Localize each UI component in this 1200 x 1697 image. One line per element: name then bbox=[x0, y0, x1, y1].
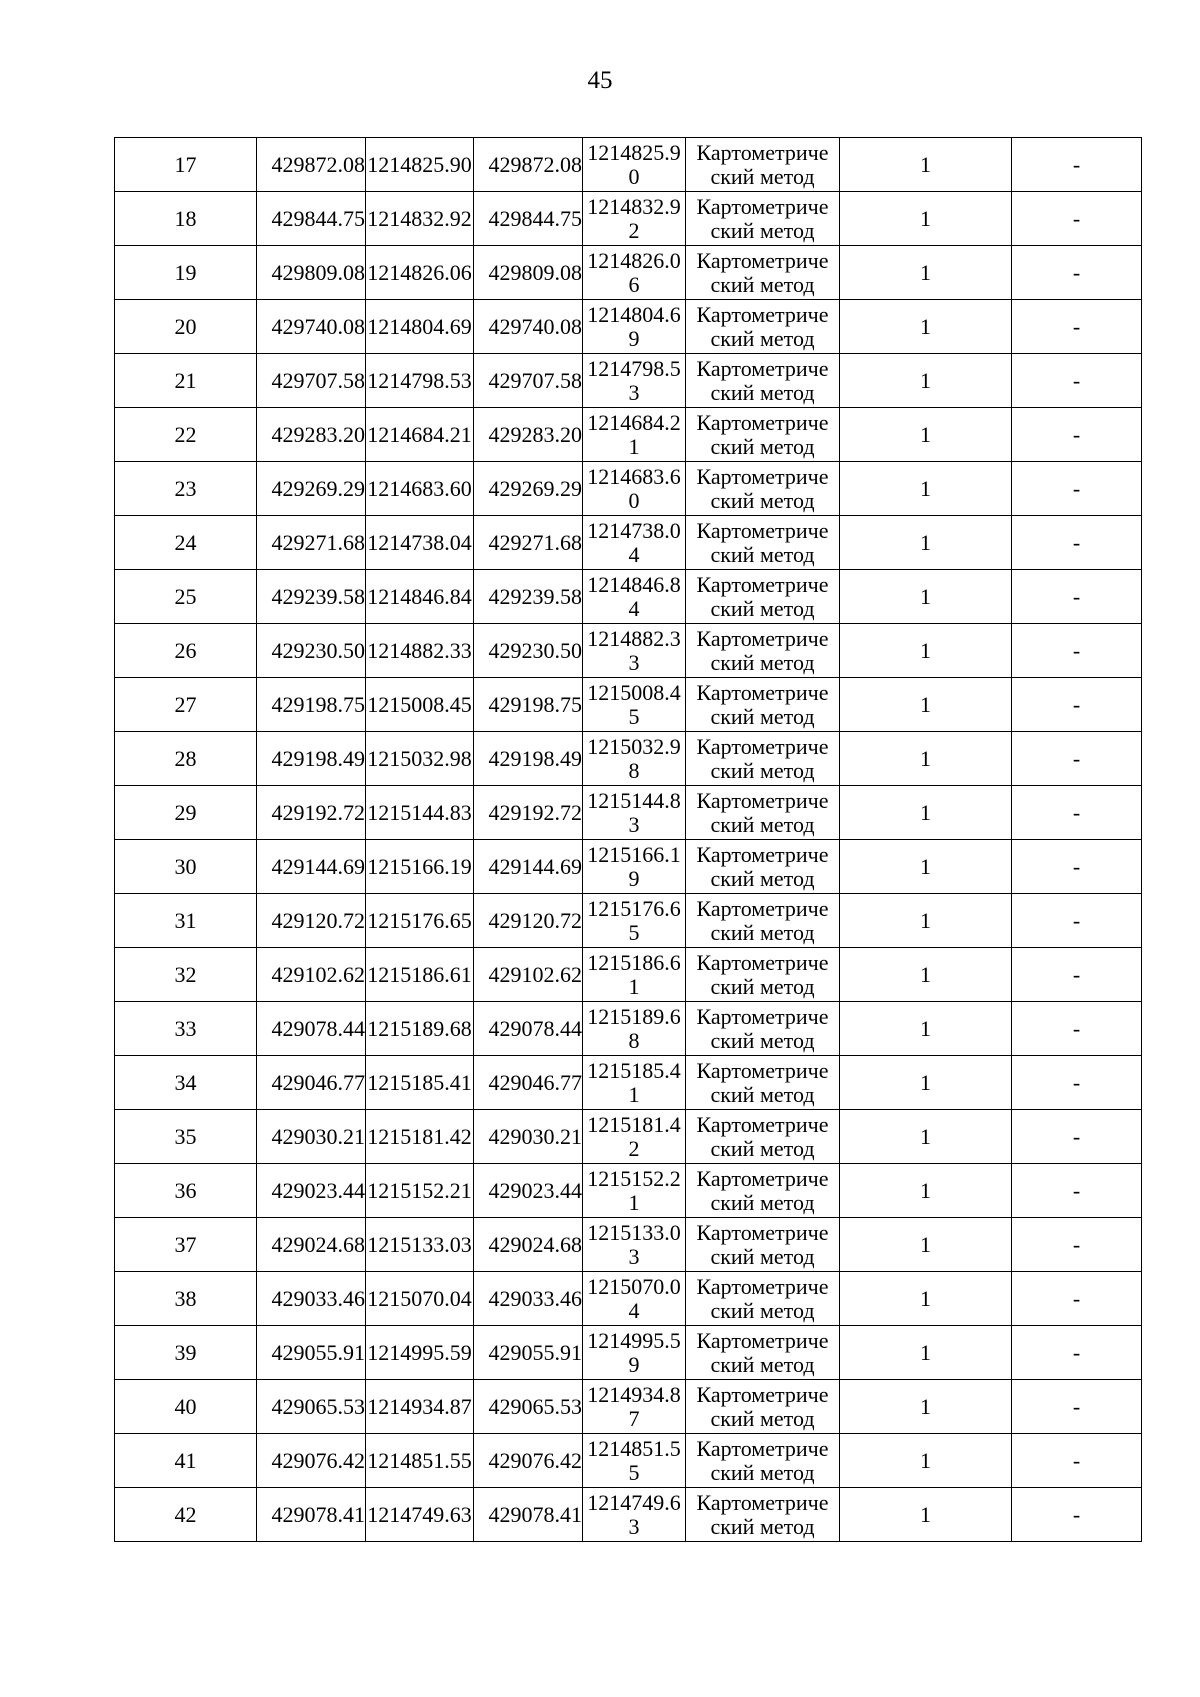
y-coordinate-cell: 1214851.55 bbox=[366, 1434, 474, 1488]
y-coordinate-cell: 1215152.21 bbox=[366, 1164, 474, 1218]
description-cell: - bbox=[1012, 408, 1142, 462]
point-number-cell: 28 bbox=[115, 732, 257, 786]
y-coordinate-cell: 1215186.61 bbox=[366, 948, 474, 1002]
description-cell: - bbox=[1012, 354, 1142, 408]
point-number-cell: 24 bbox=[115, 516, 257, 570]
x-coordinate-refined-cell: 429198.49 bbox=[474, 732, 583, 786]
y-coordinate-refined-cell: 1214934.87 bbox=[583, 1380, 686, 1434]
description-cell: - bbox=[1012, 246, 1142, 300]
method-cell: Картометриче ский метод bbox=[686, 138, 840, 192]
x-coordinate-refined-cell: 429198.75 bbox=[474, 678, 583, 732]
x-coordinate-cell: 429844.75 bbox=[257, 192, 366, 246]
description-cell: - bbox=[1012, 624, 1142, 678]
method-cell: Картометриче ский метод bbox=[686, 1272, 840, 1326]
method-cell: Картометриче ский метод bbox=[686, 840, 840, 894]
x-coordinate-cell: 429120.72 bbox=[257, 894, 366, 948]
x-coordinate-cell: 429144.69 bbox=[257, 840, 366, 894]
table-row bbox=[115, 354, 1142, 408]
accuracy-cell: 1 bbox=[840, 354, 1012, 408]
y-coordinate-cell: 1214995.59 bbox=[366, 1326, 474, 1380]
y-coordinate-refined-cell: 1215176.65 bbox=[583, 894, 686, 948]
accuracy-cell: 1 bbox=[840, 732, 1012, 786]
y-coordinate-refined-cell: 1215186.61 bbox=[583, 948, 686, 1002]
x-coordinate-cell: 429023.44 bbox=[257, 1164, 366, 1218]
y-coordinate-refined-cell: 1215032.98 bbox=[583, 732, 686, 786]
x-coordinate-cell: 429065.53 bbox=[257, 1380, 366, 1434]
x-coordinate-refined-cell: 429024.68 bbox=[474, 1218, 583, 1272]
y-coordinate-cell: 1214846.84 bbox=[366, 570, 474, 624]
table-row bbox=[115, 948, 1142, 1002]
method-cell: Картометриче ский метод bbox=[686, 1488, 840, 1542]
x-coordinate-refined-cell: 429271.68 bbox=[474, 516, 583, 570]
x-coordinate-cell: 429078.41 bbox=[257, 1488, 366, 1542]
y-coordinate-cell: 1214826.06 bbox=[366, 246, 474, 300]
description-cell: - bbox=[1012, 948, 1142, 1002]
y-coordinate-cell: 1214798.53 bbox=[366, 354, 474, 408]
table-row bbox=[115, 1002, 1142, 1056]
y-coordinate-refined-cell: 1215166.19 bbox=[583, 840, 686, 894]
description-cell: - bbox=[1012, 570, 1142, 624]
method-cell: Картометриче ский метод bbox=[686, 354, 840, 408]
table-row bbox=[115, 570, 1142, 624]
description-cell: - bbox=[1012, 192, 1142, 246]
description-cell: - bbox=[1012, 1380, 1142, 1434]
table-row bbox=[115, 678, 1142, 732]
description-cell: - bbox=[1012, 138, 1142, 192]
x-coordinate-refined-cell: 429269.29 bbox=[474, 462, 583, 516]
table-row bbox=[115, 1218, 1142, 1272]
x-coordinate-refined-cell: 429078.44 bbox=[474, 1002, 583, 1056]
point-number-cell: 20 bbox=[115, 300, 257, 354]
accuracy-cell: 1 bbox=[840, 1434, 1012, 1488]
y-coordinate-cell: 1215008.45 bbox=[366, 678, 474, 732]
y-coordinate-cell: 1214882.33 bbox=[366, 624, 474, 678]
method-cell: Картометриче ский метод bbox=[686, 732, 840, 786]
x-coordinate-refined-cell: 429023.44 bbox=[474, 1164, 583, 1218]
accuracy-cell: 1 bbox=[840, 948, 1012, 1002]
y-coordinate-cell: 1215166.19 bbox=[366, 840, 474, 894]
x-coordinate-refined-cell: 429033.46 bbox=[474, 1272, 583, 1326]
description-cell: - bbox=[1012, 1056, 1142, 1110]
description-cell: - bbox=[1012, 300, 1142, 354]
y-coordinate-refined-cell: 1215008.45 bbox=[583, 678, 686, 732]
description-cell: - bbox=[1012, 462, 1142, 516]
x-coordinate-refined-cell: 429239.58 bbox=[474, 570, 583, 624]
accuracy-cell: 1 bbox=[840, 1110, 1012, 1164]
point-number-cell: 42 bbox=[115, 1488, 257, 1542]
method-cell: Картометриче ский метод bbox=[686, 192, 840, 246]
y-coordinate-refined-cell: 1215152.21 bbox=[583, 1164, 686, 1218]
y-coordinate-cell: 1214683.60 bbox=[366, 462, 474, 516]
accuracy-cell: 1 bbox=[840, 678, 1012, 732]
accuracy-cell: 1 bbox=[840, 192, 1012, 246]
x-coordinate-cell: 429740.08 bbox=[257, 300, 366, 354]
y-coordinate-cell: 1214832.92 bbox=[366, 192, 474, 246]
description-cell: - bbox=[1012, 1002, 1142, 1056]
x-coordinate-refined-cell: 429872.08 bbox=[474, 138, 583, 192]
table-row bbox=[115, 462, 1142, 516]
description-cell: - bbox=[1012, 840, 1142, 894]
method-cell: Картометриче ский метод bbox=[686, 462, 840, 516]
x-coordinate-refined-cell: 429120.72 bbox=[474, 894, 583, 948]
y-coordinate-cell: 1215189.68 bbox=[366, 1002, 474, 1056]
x-coordinate-cell: 429046.77 bbox=[257, 1056, 366, 1110]
description-cell: - bbox=[1012, 1488, 1142, 1542]
method-cell: Картометриче ский метод bbox=[686, 678, 840, 732]
y-coordinate-cell: 1214738.04 bbox=[366, 516, 474, 570]
table-row bbox=[115, 246, 1142, 300]
x-coordinate-cell: 429198.49 bbox=[257, 732, 366, 786]
y-coordinate-refined-cell: 1215189.68 bbox=[583, 1002, 686, 1056]
y-coordinate-refined-cell: 1214832.92 bbox=[583, 192, 686, 246]
x-coordinate-refined-cell: 429230.50 bbox=[474, 624, 583, 678]
y-coordinate-refined-cell: 1214738.04 bbox=[583, 516, 686, 570]
x-coordinate-refined-cell: 429055.91 bbox=[474, 1326, 583, 1380]
x-coordinate-refined-cell: 429283.20 bbox=[474, 408, 583, 462]
point-number-cell: 40 bbox=[115, 1380, 257, 1434]
y-coordinate-cell: 1214684.21 bbox=[366, 408, 474, 462]
method-cell: Картометриче ский метод bbox=[686, 570, 840, 624]
point-number-cell: 25 bbox=[115, 570, 257, 624]
point-number-cell: 23 bbox=[115, 462, 257, 516]
x-coordinate-refined-cell: 429707.58 bbox=[474, 354, 583, 408]
description-cell: - bbox=[1012, 786, 1142, 840]
y-coordinate-cell: 1214749.63 bbox=[366, 1488, 474, 1542]
table-row bbox=[115, 408, 1142, 462]
accuracy-cell: 1 bbox=[840, 300, 1012, 354]
y-coordinate-refined-cell: 1214798.53 bbox=[583, 354, 686, 408]
accuracy-cell: 1 bbox=[840, 1272, 1012, 1326]
accuracy-cell: 1 bbox=[840, 786, 1012, 840]
coordinates-table-body bbox=[115, 138, 1142, 1542]
method-cell: Картометриче ский метод bbox=[686, 1110, 840, 1164]
x-coordinate-cell: 429230.50 bbox=[257, 624, 366, 678]
table-row bbox=[115, 138, 1142, 192]
x-coordinate-refined-cell: 429102.62 bbox=[474, 948, 583, 1002]
x-coordinate-cell: 429809.08 bbox=[257, 246, 366, 300]
table-row bbox=[115, 732, 1142, 786]
y-coordinate-refined-cell: 1214684.21 bbox=[583, 408, 686, 462]
method-cell: Картометриче ский метод bbox=[686, 894, 840, 948]
y-coordinate-cell: 1215144.83 bbox=[366, 786, 474, 840]
y-coordinate-refined-cell: 1214995.59 bbox=[583, 1326, 686, 1380]
table-row bbox=[115, 1326, 1142, 1380]
point-number-cell: 29 bbox=[115, 786, 257, 840]
method-cell: Картометриче ский метод bbox=[686, 1164, 840, 1218]
table-row bbox=[115, 1272, 1142, 1326]
y-coordinate-refined-cell: 1214825.90 bbox=[583, 138, 686, 192]
method-cell: Картометриче ский метод bbox=[686, 786, 840, 840]
accuracy-cell: 1 bbox=[840, 408, 1012, 462]
description-cell: - bbox=[1012, 1326, 1142, 1380]
method-cell: Картометриче ский метод bbox=[686, 948, 840, 1002]
accuracy-cell: 1 bbox=[840, 570, 1012, 624]
table-row bbox=[115, 840, 1142, 894]
point-number-cell: 38 bbox=[115, 1272, 257, 1326]
coordinates-table bbox=[114, 137, 1142, 1542]
accuracy-cell: 1 bbox=[840, 840, 1012, 894]
point-number-cell: 31 bbox=[115, 894, 257, 948]
method-cell: Картометриче ский метод bbox=[686, 1002, 840, 1056]
point-number-cell: 41 bbox=[115, 1434, 257, 1488]
table-row bbox=[115, 516, 1142, 570]
accuracy-cell: 1 bbox=[840, 1002, 1012, 1056]
x-coordinate-cell: 429078.44 bbox=[257, 1002, 366, 1056]
accuracy-cell: 1 bbox=[840, 894, 1012, 948]
y-coordinate-cell: 1215070.04 bbox=[366, 1272, 474, 1326]
table-row bbox=[115, 1380, 1142, 1434]
accuracy-cell: 1 bbox=[840, 624, 1012, 678]
x-coordinate-refined-cell: 429844.75 bbox=[474, 192, 583, 246]
accuracy-cell: 1 bbox=[840, 1218, 1012, 1272]
point-number-cell: 17 bbox=[115, 138, 257, 192]
x-coordinate-refined-cell: 429740.08 bbox=[474, 300, 583, 354]
accuracy-cell: 1 bbox=[840, 516, 1012, 570]
y-coordinate-refined-cell: 1215144.83 bbox=[583, 786, 686, 840]
table-row bbox=[115, 1164, 1142, 1218]
y-coordinate-refined-cell: 1215185.41 bbox=[583, 1056, 686, 1110]
y-coordinate-refined-cell: 1215133.03 bbox=[583, 1218, 686, 1272]
description-cell: - bbox=[1012, 894, 1142, 948]
description-cell: - bbox=[1012, 1110, 1142, 1164]
x-coordinate-refined-cell: 429046.77 bbox=[474, 1056, 583, 1110]
description-cell: - bbox=[1012, 1164, 1142, 1218]
y-coordinate-refined-cell: 1215181.42 bbox=[583, 1110, 686, 1164]
y-coordinate-cell: 1214825.90 bbox=[366, 138, 474, 192]
description-cell: - bbox=[1012, 516, 1142, 570]
point-number-cell: 30 bbox=[115, 840, 257, 894]
accuracy-cell: 1 bbox=[840, 1488, 1012, 1542]
table-row bbox=[115, 1110, 1142, 1164]
accuracy-cell: 1 bbox=[840, 138, 1012, 192]
x-coordinate-cell: 429271.68 bbox=[257, 516, 366, 570]
table-row bbox=[115, 1488, 1142, 1542]
table-row bbox=[115, 1056, 1142, 1110]
y-coordinate-refined-cell: 1215070.04 bbox=[583, 1272, 686, 1326]
x-coordinate-refined-cell: 429078.41 bbox=[474, 1488, 583, 1542]
y-coordinate-cell: 1214804.69 bbox=[366, 300, 474, 354]
x-coordinate-cell: 429283.20 bbox=[257, 408, 366, 462]
method-cell: Картометриче ский метод bbox=[686, 516, 840, 570]
table-row bbox=[115, 300, 1142, 354]
x-coordinate-refined-cell: 429065.53 bbox=[474, 1380, 583, 1434]
y-coordinate-refined-cell: 1214851.55 bbox=[583, 1434, 686, 1488]
x-coordinate-cell: 429239.58 bbox=[257, 570, 366, 624]
x-coordinate-refined-cell: 429809.08 bbox=[474, 246, 583, 300]
x-coordinate-cell: 429707.58 bbox=[257, 354, 366, 408]
method-cell: Картометриче ский метод bbox=[686, 300, 840, 354]
method-cell: Картометриче ский метод bbox=[686, 1434, 840, 1488]
method-cell: Картометриче ский метод bbox=[686, 1218, 840, 1272]
y-coordinate-cell: 1215133.03 bbox=[366, 1218, 474, 1272]
description-cell: - bbox=[1012, 678, 1142, 732]
y-coordinate-cell: 1215185.41 bbox=[366, 1056, 474, 1110]
point-number-cell: 22 bbox=[115, 408, 257, 462]
accuracy-cell: 1 bbox=[840, 1164, 1012, 1218]
point-number-cell: 32 bbox=[115, 948, 257, 1002]
point-number-cell: 36 bbox=[115, 1164, 257, 1218]
accuracy-cell: 1 bbox=[840, 462, 1012, 516]
description-cell: - bbox=[1012, 1434, 1142, 1488]
x-coordinate-cell: 429198.75 bbox=[257, 678, 366, 732]
method-cell: Картометриче ский метод bbox=[686, 1056, 840, 1110]
x-coordinate-cell: 429055.91 bbox=[257, 1326, 366, 1380]
y-coordinate-cell: 1215032.98 bbox=[366, 732, 474, 786]
method-cell: Картометриче ский метод bbox=[686, 246, 840, 300]
point-number-cell: 35 bbox=[115, 1110, 257, 1164]
x-coordinate-cell: 429102.62 bbox=[257, 948, 366, 1002]
x-coordinate-cell: 429024.68 bbox=[257, 1218, 366, 1272]
point-number-cell: 33 bbox=[115, 1002, 257, 1056]
point-number-cell: 26 bbox=[115, 624, 257, 678]
point-number-cell: 18 bbox=[115, 192, 257, 246]
accuracy-cell: 1 bbox=[840, 1326, 1012, 1380]
table-row bbox=[115, 894, 1142, 948]
y-coordinate-cell: 1215176.65 bbox=[366, 894, 474, 948]
method-cell: Картометриче ский метод bbox=[686, 408, 840, 462]
x-coordinate-refined-cell: 429192.72 bbox=[474, 786, 583, 840]
point-number-cell: 37 bbox=[115, 1218, 257, 1272]
x-coordinate-cell: 429269.29 bbox=[257, 462, 366, 516]
x-coordinate-cell: 429872.08 bbox=[257, 138, 366, 192]
y-coordinate-refined-cell: 1214826.06 bbox=[583, 246, 686, 300]
point-number-cell: 39 bbox=[115, 1326, 257, 1380]
x-coordinate-cell: 429033.46 bbox=[257, 1272, 366, 1326]
y-coordinate-cell: 1215181.42 bbox=[366, 1110, 474, 1164]
x-coordinate-cell: 429076.42 bbox=[257, 1434, 366, 1488]
table-row bbox=[115, 192, 1142, 246]
point-number-cell: 34 bbox=[115, 1056, 257, 1110]
method-cell: Картометриче ский метод bbox=[686, 1326, 840, 1380]
method-cell: Картометриче ский метод bbox=[686, 624, 840, 678]
x-coordinate-cell: 429192.72 bbox=[257, 786, 366, 840]
x-coordinate-refined-cell: 429030.21 bbox=[474, 1110, 583, 1164]
table-row bbox=[115, 1434, 1142, 1488]
accuracy-cell: 1 bbox=[840, 1056, 1012, 1110]
description-cell: - bbox=[1012, 732, 1142, 786]
accuracy-cell: 1 bbox=[840, 246, 1012, 300]
method-cell: Картометриче ский метод bbox=[686, 1380, 840, 1434]
x-coordinate-refined-cell: 429144.69 bbox=[474, 840, 583, 894]
x-coordinate-cell: 429030.21 bbox=[257, 1110, 366, 1164]
y-coordinate-cell: 1214934.87 bbox=[366, 1380, 474, 1434]
table-row bbox=[115, 786, 1142, 840]
description-cell: - bbox=[1012, 1218, 1142, 1272]
y-coordinate-refined-cell: 1214846.84 bbox=[583, 570, 686, 624]
y-coordinate-refined-cell: 1214749.63 bbox=[583, 1488, 686, 1542]
table-row bbox=[115, 624, 1142, 678]
page-number: 45 bbox=[587, 67, 613, 94]
y-coordinate-refined-cell: 1214882.33 bbox=[583, 624, 686, 678]
y-coordinate-refined-cell: 1214683.60 bbox=[583, 462, 686, 516]
point-number-cell: 27 bbox=[115, 678, 257, 732]
y-coordinate-refined-cell: 1214804.69 bbox=[583, 300, 686, 354]
accuracy-cell: 1 bbox=[840, 1380, 1012, 1434]
point-number-cell: 21 bbox=[115, 354, 257, 408]
x-coordinate-refined-cell: 429076.42 bbox=[474, 1434, 583, 1488]
point-number-cell: 19 bbox=[115, 246, 257, 300]
description-cell: - bbox=[1012, 1272, 1142, 1326]
